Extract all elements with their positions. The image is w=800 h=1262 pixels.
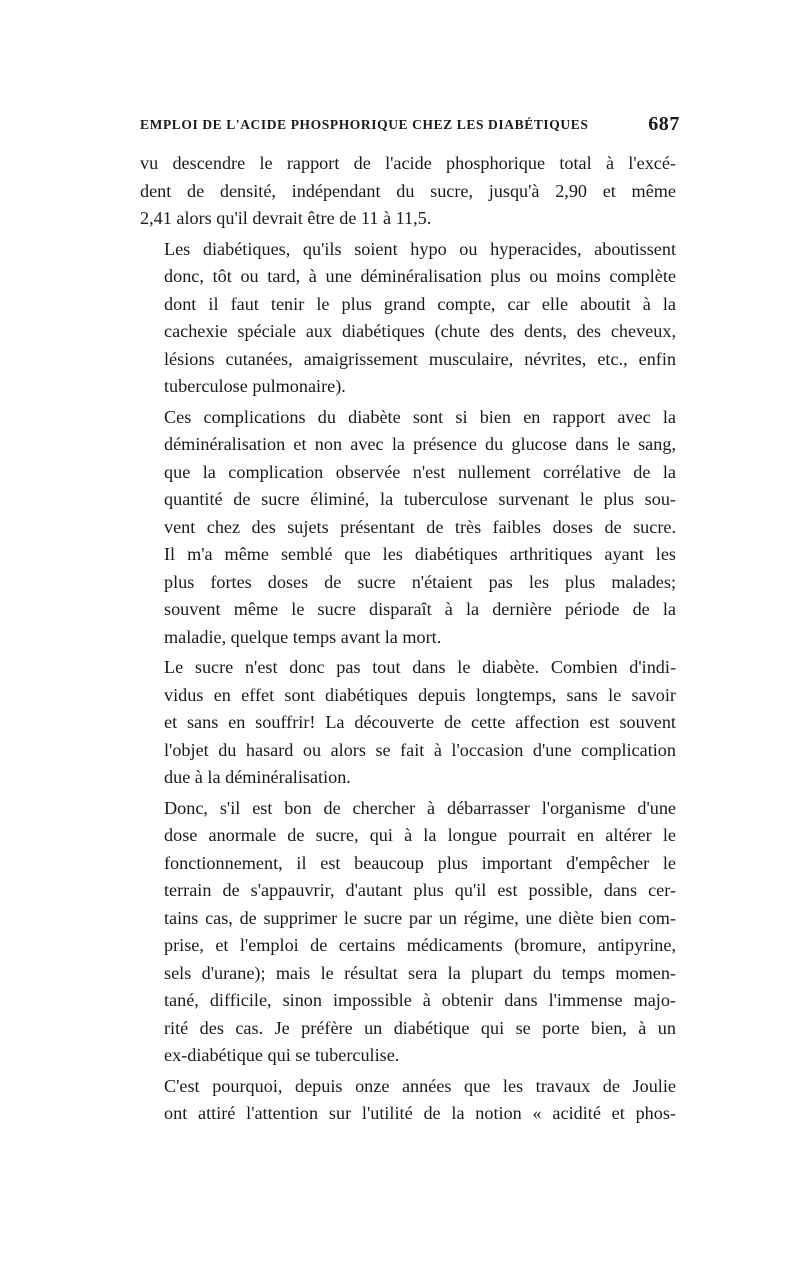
running-head-title: EMPLOI DE L'ACIDE PHOSPHORIQUE CHEZ LES DIABÉTIQUES [140, 117, 589, 132]
text-line: déminéralisation et non avec la présence du glucose dans le sang, [164, 434, 676, 454]
text-line: ex-diabétique qui se tuberculise. [164, 1045, 400, 1065]
text-line: due à la déminéralisation. [164, 767, 351, 787]
text-line: quantité de sucre éliminé, la tuberculose survenant le plus sou- [164, 489, 676, 509]
text-line: donc, tôt ou tard, à une déminéralisation plus ou moins complète [164, 266, 676, 286]
text-line: sels d'urane); mais le résultat sera la plupart du temps momen- [164, 962, 676, 983]
text-line: prise, et l'emploi de certains médicaments (bromure, antipyrine, [164, 935, 676, 955]
body-text [140, 150, 676, 1131]
text-line: vidus en effet sont diabétiques depuis longtemps, sans le savoir [164, 684, 676, 705]
text-line: dont il faut tenir le plus grand compte, car elle aboutit à la [164, 293, 676, 314]
text-line: ont attiré l'attention sur l'utilité de la notion « acidité et phos- [164, 1103, 676, 1123]
text-line: vent chez des sujets présentant de très faibles doses de sucre. [164, 516, 676, 537]
text-line: dose anormale de sucre, qui à la longue pourrait en altérer le [164, 825, 676, 845]
text-line: souvent même le sucre disparaît à la dernière période de la [164, 599, 676, 619]
paragraph [140, 404, 676, 652]
text-line: 2,41 alors qu'il devrait être de 11 à 11,5. [140, 208, 432, 228]
text-line: C'est pourquoi, depuis onze années que les travaux de Joulie [164, 1075, 676, 1096]
running-head [140, 113, 680, 139]
text-line: lésions cutanées, amaigrissement musculaire, névrites, etc., enfin [164, 348, 676, 369]
paragraph [140, 150, 676, 233]
text-line: tains cas, de supprimer le sucre par un régime, une diète bien com- [164, 907, 676, 928]
text-line: que la complication observée n'est nullement corrélative de la [164, 461, 676, 482]
text-line: Le sucre n'est donc pas tout dans le diabète. Combien d'indi- [164, 657, 676, 677]
text-line: et sans en souffrir! La découverte de cette affection est souvent [164, 712, 676, 732]
text-line: tuberculose pulmonaire). [164, 376, 346, 396]
text-line: tané, difficile, sinon impossible à obtenir dans l'immense majo- [164, 990, 676, 1010]
paragraph [140, 654, 676, 792]
text-line: fonctionnement, il est beaucoup plus important d'empêcher le [164, 852, 676, 873]
text-line: dent de densité, indépendant du sucre, jusqu'à 2,90 et même [140, 180, 676, 201]
text-line: Ces complications du diabète sont si bien en rapport avec la [164, 406, 676, 427]
text-line: l'objet du hasard ou alors se fait à l'occasion d'une complication [164, 739, 676, 760]
text-line: Les diabétiques, qu'ils soient hypo ou hyperacides, aboutissent [164, 238, 676, 259]
paragraph [140, 795, 676, 1070]
page-number: 687 [648, 113, 680, 135]
text-line: maladie, quelque temps avant la mort. [164, 626, 442, 647]
paragraph [140, 1073, 676, 1128]
text-line: cachexie spéciale aux diabétiques (chute des dents, des cheveux, [164, 321, 676, 341]
text-line: terrain de s'appauvrir, d'autant plus qu'il est possible, dans cer- [164, 880, 676, 900]
text-line: Donc, s'il est bon de chercher à débarrasser l'organisme d'une [164, 797, 676, 818]
paragraph [140, 236, 676, 401]
text-line: Il m'a même semblé que les diabétiques arthritiques ayant les [164, 544, 676, 564]
text-line: vu descendre le rapport de l'acide phosphorique total à l'excé- [140, 153, 676, 173]
text-line: rité des cas. Je préfère un diabétique qui se porte bien, à un [164, 1017, 676, 1038]
text-line: plus fortes doses de sucre n'étaient pas les plus malades; [164, 571, 676, 592]
